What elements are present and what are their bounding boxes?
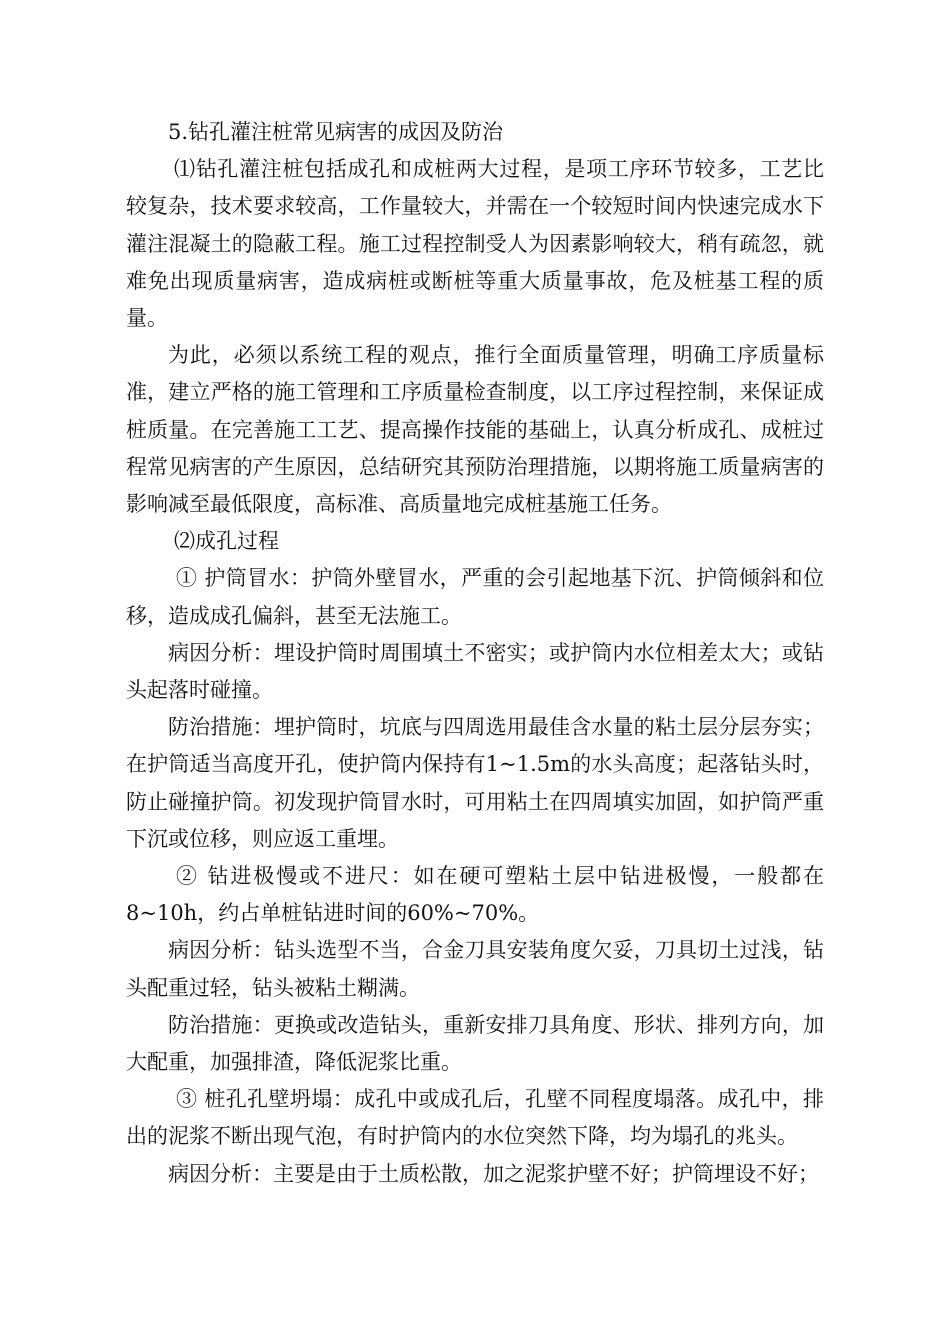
paragraph-casing-leak-cause: 病因分析：埋设护筒时周围填土不密实；或护筒内水位相差太大；或钻头起落时碰撞。 [126, 640, 824, 703]
paragraph-quality-management: 为此，必须以系统工程的观点，推行全面质量管理，明确工序质量标准，建立严格的施工管理和工序质量检查制度，以工序过程控制，来保证成桩质量。在完善施工工艺、提高操作技能的基础上，认真分析成孔、成桩过程常见病害的产生原因，总结研究其预防治理措施，以期将施工质量病害的影响减至最低限度，高标准、高质量地完成桩基施工任务。 [126, 343, 824, 517]
section-heading: 5.钻孔灌注桩常见病害的成因及防治 [168, 120, 504, 144]
document-body [126, 114, 824, 1193]
paragraph-casing-leak-prevention: 防治措施：埋护筒时，坑底与四周选用最佳含水量的粘土层分层夯实；在护筒适当高度开孔，使护筒内保持有1~1.5m的水头高度；起落钻头时，防止碰撞护筒。初发现护筒冒水时，可用粘土在四周填实加固，如护筒严重下沉或位移，则应返工重埋。 [126, 715, 824, 851]
paragraph-slow-drilling-prevention: 防治措施：更换或改造钻头，重新安排刀具角度、形状、排列方向，加大配重，加强排渣，降低泥浆比重。 [126, 1012, 824, 1075]
paragraph-slow-drilling: ② 钻进极慢或不进尺：如在硬可塑粘土层中钻进极慢，一般都在8~10h，约占单桩钻进时间的60%~70%。 [126, 864, 824, 926]
paragraph-wall-collapse-cause: 病因分析：主要是由于土质松散，加之泥浆护壁不好；护筒埋设不好； [168, 1161, 819, 1186]
paragraph-slow-drilling-cause: 病因分析：钻头选型不当，合金刀具安装角度欠妥，刀具切土过浅，钻头配重过轻，钻头被粘土糊满。 [126, 938, 824, 1000]
paragraph-wall-collapse: ③ 桩孔孔壁坍塌：成孔中或成孔后，孔壁不同程度塌落。成孔中，排出的泥浆不断出现气泡，有时护筒内的水位突然下降，均为塌孔的兆头。 [126, 1087, 824, 1149]
subsection-heading: ⑵成孔过程 [174, 529, 279, 554]
paragraph-casing-leak: ① 护筒冒水：护筒外壁冒水，严重的会引起地基下沉、护筒倾斜和位移，造成成孔偏斜，甚至无法施工。 [126, 566, 824, 628]
paragraph-overview: ⑴钻孔灌注桩包括成孔和成桩两大过程，是项工序环节较多，工艺比较复杂，技术要求较高，工作量较大，并需在一个较短时间内快速完成水下灌注混凝土的隐蔽工程。施工过程控制受人为因素影响较大，稍有疏忽，就难免出现质量病害，造成病桩或断桩等重大质量事故，危及桩基工程的质量。 [126, 157, 824, 331]
